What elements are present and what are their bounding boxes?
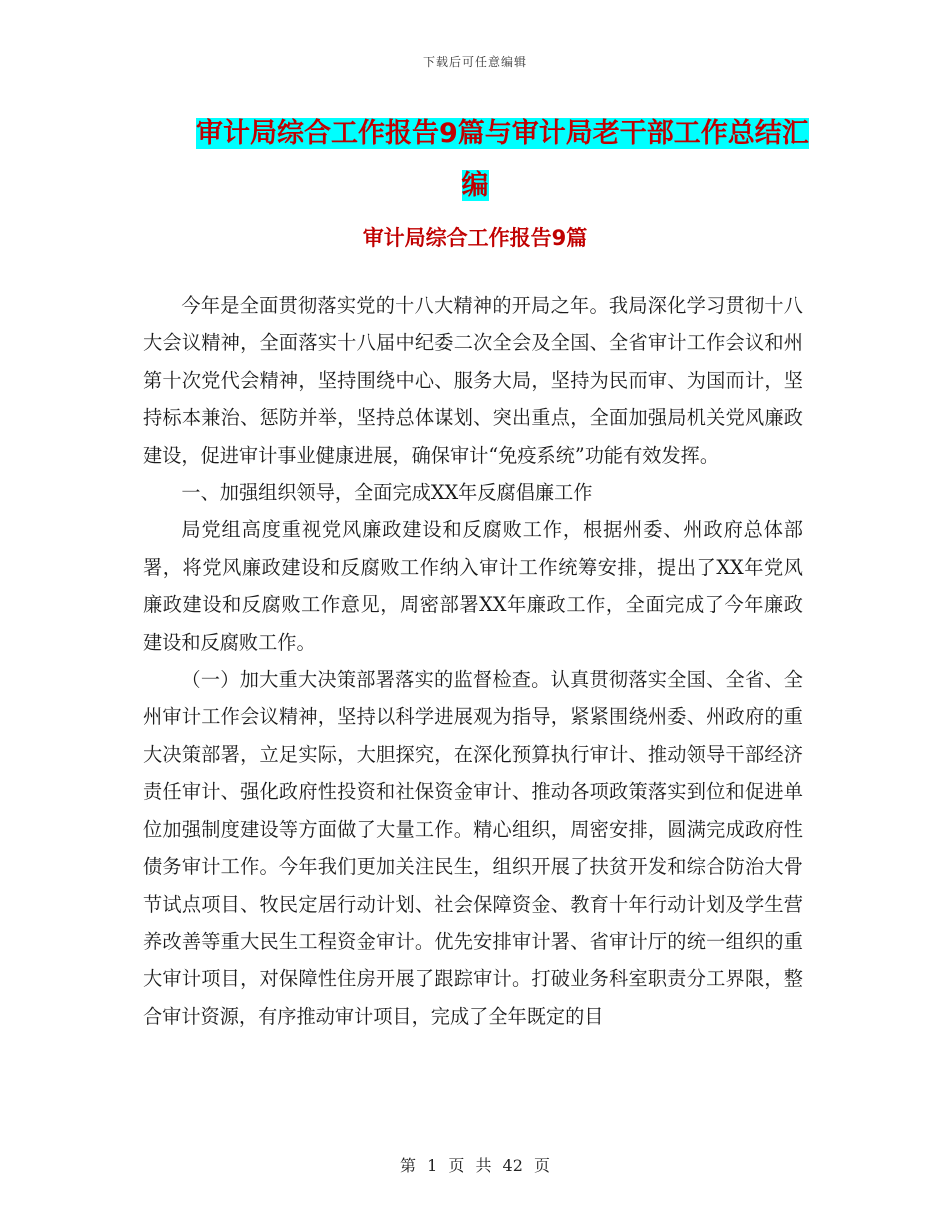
title-highlight-1: 审计局综合工作报告9篇与审计局老干部工作总结汇: [196, 118, 809, 149]
page-footer: 第 1 页 共 42 页: [400, 1156, 550, 1175]
paragraph-heading: 一、加强组织领导，全面完成XX年反腐倡廉工作: [181, 481, 593, 505]
title-highlight-2: 编: [461, 170, 489, 201]
section-title: 审计局综合工作报告9篇: [362, 226, 588, 250]
title-line-1: [150, 108, 809, 160]
title-line-2: [150, 160, 800, 212]
paragraph: （一）加大重大决策部署落实的监督检查。认真贯彻落实全国、全省、全州审计工作会议精神，坚持以科学进展观为指导，紧紧围绕州委、州政府的重大决策部署，立足实际，大胆探究，在深化预算执行审计、推动领导干部经济责任审计、强化政府性投资和社保资金审计、推动各项政策落实到位和促进单位加强制度建设等方面做了大量工作。精心组织，周密安排，圆满完成政府性债务审计工作。今年我们更加关注民生，组织开展了扶贫开发和综合防治大骨节试点项目、牧民定居行动计划、社会保障资金、教育十年行动计划及学生营养改善等重大民生工程资金审计。优先安排审计署、省审计厅的统一组织的重大审计项目，对保障性住房开展了跟踪审计。打破业务科室职责分工界限，整合审计资源，有序推动审计项目，完成了全年既定的目: [143, 668, 803, 1028]
document-body: [143, 287, 803, 1035]
paragraph: 局党组高度重视党风廉政建设和反腐败工作，根据州委、州政府总体部署，将党风廉政建设和反腐败工作纳入审计工作统筹安排，提出了XX年党风廉政建设和反腐败工作意见，周密部署XX年廉政工作，全面完成了今年廉政建设和反腐败工作。: [143, 518, 803, 654]
paragraph: 今年是全面贯彻落实党的十八大精神的开局之年。我局深化学习贯彻十八大会议精神，全面落实十八届中纪委二次全会及全国、全省审计工作会议和州第十次党代会精神，坚持围绕中心、服务大局，坚持为民而审、为国而计，坚持标本兼治、惩防并举，坚持总体谋划、突出重点，全面加强局机关党风廉政建设，促进审计事业健康进展，确保审计“免疫系统”功能有效发挥。: [143, 294, 803, 467]
document-title: [150, 108, 809, 212]
header-note: 下载后可任意编辑: [422, 55, 527, 69]
